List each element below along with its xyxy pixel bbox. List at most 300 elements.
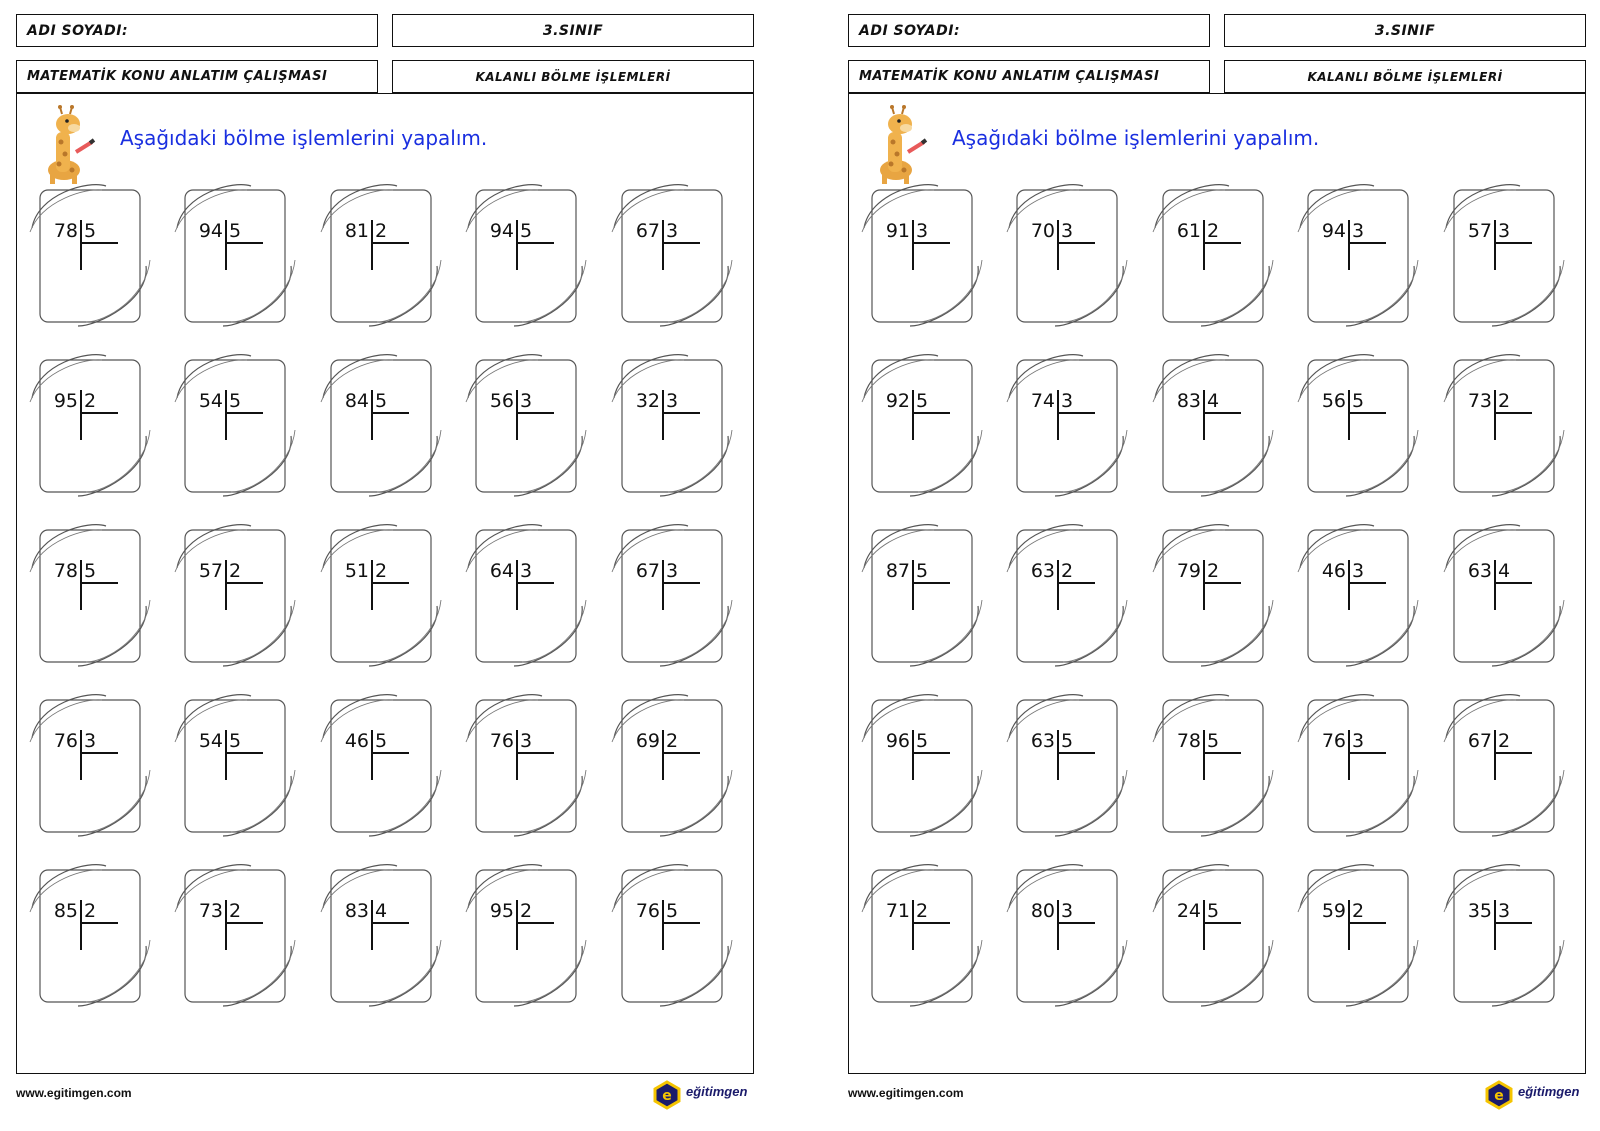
division-problem [1163,700,1263,832]
divisor: 5 [1207,730,1220,752]
dividend: 63 [1467,560,1492,582]
divisor: 3 [1352,220,1365,242]
division-vertical-line [371,900,373,950]
divisor: 5 [84,220,97,242]
card-outline [173,860,297,1012]
division-horizontal-line [225,582,263,584]
grade-label: 3.SINIF [542,22,604,39]
dividend: 95 [53,390,78,412]
division-vertical-line [225,730,227,780]
dividend: 73 [1467,390,1492,412]
divisor: 5 [520,220,533,242]
card-outline [1442,860,1566,1012]
card-outline [860,350,984,502]
division-horizontal-line [662,752,700,754]
divisor: 5 [1352,390,1365,412]
card-outline [860,180,984,332]
division-vertical-line [1494,730,1496,780]
divisor: 5 [229,220,242,242]
card-outline [860,690,984,842]
dividend: 69 [635,730,660,752]
card-outline [464,180,588,332]
division-problem [1308,530,1408,662]
division-horizontal-line [371,412,409,414]
card-outline [610,350,734,502]
division-horizontal-line [80,752,118,754]
division-problem [1017,870,1117,1002]
division-problem [1017,700,1117,832]
division-problem [872,870,972,1002]
dividend: 54 [198,390,223,412]
dividend: 78 [1176,730,1201,752]
card-outline [319,520,443,672]
card-outline [1151,860,1275,1012]
divisor: 2 [916,900,929,922]
division-vertical-line [912,390,914,440]
division-vertical-line [1494,560,1496,610]
dividend: 76 [489,730,514,752]
card-outline [860,520,984,672]
division-vertical-line [371,220,373,270]
division-problem [185,870,285,1002]
dividend: 64 [489,560,514,582]
dividend: 67 [1467,730,1492,752]
division-horizontal-line [1494,752,1532,754]
divisor: 2 [1498,730,1511,752]
divisor: 5 [375,730,388,752]
division-horizontal-line [912,752,950,754]
division-vertical-line [225,560,227,610]
divisor: 5 [84,560,97,582]
division-problem [872,530,972,662]
division-vertical-line [80,390,82,440]
dividend: 46 [1321,560,1346,582]
division-vertical-line [516,220,518,270]
division-problem [1454,360,1554,492]
division-horizontal-line [1348,752,1386,754]
division-vertical-line [371,730,373,780]
divisor: 5 [916,560,929,582]
dividend: 67 [635,220,660,242]
instruction-text: Aşağıdaki bölme işlemlerini yapalım. [120,126,488,150]
division-problem [1308,700,1408,832]
card-outline [1442,520,1566,672]
division-problem [872,190,972,322]
division-problem [185,530,285,662]
division-problem [331,190,431,322]
card-outline [1005,690,1129,842]
divisor: 3 [520,560,533,582]
divisor: 3 [666,560,679,582]
divisor: 3 [1498,900,1511,922]
division-problem [1017,190,1117,322]
dividend: 91 [885,220,910,242]
card-outline [28,690,152,842]
division-problem [1163,190,1263,322]
card-outline [173,690,297,842]
dividend: 67 [635,560,660,582]
division-horizontal-line [225,752,263,754]
division-vertical-line [1203,390,1205,440]
dividend: 76 [1321,730,1346,752]
division-problem [331,700,431,832]
problem-grid [16,14,754,1114]
divisor: 3 [1061,390,1074,412]
division-problem [476,530,576,662]
division-horizontal-line [662,242,700,244]
division-horizontal-line [516,752,554,754]
division-horizontal-line [516,412,554,414]
card-outline [319,350,443,502]
division-vertical-line [912,730,914,780]
division-problem [1308,870,1408,1002]
dividend: 74 [1030,390,1055,412]
division-horizontal-line [662,412,700,414]
division-vertical-line [80,900,82,950]
division-problem [185,190,285,322]
dividend: 35 [1467,900,1492,922]
division-vertical-line [1348,220,1350,270]
division-vertical-line [1203,220,1205,270]
card-outline [1151,690,1275,842]
grade-label: 3.SINIF [1374,22,1436,39]
card-outline [319,180,443,332]
footer-url: www.egitimgen.com [848,1086,964,1100]
dividend: 24 [1176,900,1201,922]
division-problem [331,360,431,492]
division-horizontal-line [1057,752,1095,754]
division-horizontal-line [371,752,409,754]
divisor: 2 [84,900,97,922]
division-horizontal-line [225,242,263,244]
divisor: 3 [1498,220,1511,242]
subject-label: MATEMATİK KONU ANLATIM ÇALIŞMASI [859,69,1160,84]
division-horizontal-line [1348,922,1386,924]
divisor: 2 [84,390,97,412]
division-problem [185,360,285,492]
card-outline [464,690,588,842]
dividend: 81 [344,220,369,242]
division-vertical-line [80,730,82,780]
division-vertical-line [371,560,373,610]
card-outline [464,860,588,1012]
divisor: 3 [666,220,679,242]
division-vertical-line [1203,730,1205,780]
dividend: 94 [198,220,223,242]
division-vertical-line [1348,900,1350,950]
division-problem [622,870,722,1002]
division-problem [622,190,722,322]
dividend: 78 [53,220,78,242]
division-problem [40,360,140,492]
card-outline [173,520,297,672]
card-outline [173,350,297,502]
division-vertical-line [1203,900,1205,950]
card-outline [28,520,152,672]
worksheet-left [16,14,754,1114]
egitimgen-logo-icon [1484,1080,1584,1110]
division-problem [872,360,972,492]
dividend: 63 [1030,560,1055,582]
division-horizontal-line [1057,242,1095,244]
divisor: 3 [520,390,533,412]
divisor: 2 [229,560,242,582]
divisor: 5 [1061,730,1074,752]
svg-text:e: e [1494,1088,1504,1104]
dividend: 61 [1176,220,1201,242]
card-outline [28,350,152,502]
card-outline [28,860,152,1012]
division-horizontal-line [1494,582,1532,584]
division-vertical-line [1057,390,1059,440]
card-outline [610,860,734,1012]
dividend: 56 [489,390,514,412]
division-vertical-line [912,560,914,610]
division-problem [40,190,140,322]
divisor: 5 [666,900,679,922]
division-vertical-line [225,900,227,950]
dividend: 78 [53,560,78,582]
division-problem [476,700,576,832]
division-vertical-line [912,900,914,950]
division-vertical-line [662,730,664,780]
dividend: 51 [344,560,369,582]
division-horizontal-line [225,412,263,414]
division-horizontal-line [912,412,950,414]
division-problem [1454,700,1554,832]
division-horizontal-line [912,582,950,584]
card-outline [1151,180,1275,332]
division-horizontal-line [662,922,700,924]
worksheet-right [848,14,1586,1114]
division-horizontal-line [516,922,554,924]
divisor: 2 [375,220,388,242]
card-outline [610,520,734,672]
card-outline [1296,690,1420,842]
divisor: 5 [1207,900,1220,922]
division-horizontal-line [662,582,700,584]
divisor: 4 [1207,390,1220,412]
division-vertical-line [1203,560,1205,610]
divisor: 2 [520,900,533,922]
division-problem [1017,360,1117,492]
division-horizontal-line [516,582,554,584]
dividend: 59 [1321,900,1346,922]
division-vertical-line [516,390,518,440]
division-horizontal-line [1203,752,1241,754]
card-outline [1296,520,1420,672]
divisor: 3 [666,390,679,412]
divisor: 3 [1352,560,1365,582]
division-horizontal-line [225,922,263,924]
division-problem [1454,190,1554,322]
card-outline [1442,690,1566,842]
dividend: 54 [198,730,223,752]
dividend: 92 [885,390,910,412]
card-outline [1296,180,1420,332]
divisor: 3 [84,730,97,752]
division-horizontal-line [1203,922,1241,924]
division-vertical-line [912,220,914,270]
divisor: 2 [1207,560,1220,582]
division-problem [1308,190,1408,322]
card-outline [860,860,984,1012]
division-problem [1308,360,1408,492]
division-vertical-line [516,900,518,950]
division-horizontal-line [1203,582,1241,584]
division-problem [40,530,140,662]
dividend: 94 [1321,220,1346,242]
topic-label: KALANLI BÖLME İŞLEMLERİ [475,69,671,84]
card-outline [610,690,734,842]
division-horizontal-line [80,242,118,244]
card-outline [1442,350,1566,502]
division-problem [622,360,722,492]
egitimgen-logo-icon [652,1080,752,1110]
divisor: 5 [916,730,929,752]
card-outline [1005,520,1129,672]
division-vertical-line [1348,560,1350,610]
divisor: 2 [1207,220,1220,242]
dividend: 83 [1176,390,1201,412]
divisor: 4 [375,900,388,922]
division-horizontal-line [1203,412,1241,414]
dividend: 71 [885,900,910,922]
division-horizontal-line [1057,582,1095,584]
division-horizontal-line [1057,922,1095,924]
logo-wordmark: eğitimgen [686,1084,748,1099]
dividend: 87 [885,560,910,582]
card-outline [464,350,588,502]
division-horizontal-line [1203,242,1241,244]
card-outline [1151,520,1275,672]
divisor: 3 [916,220,929,242]
division-vertical-line [662,560,664,610]
division-horizontal-line [1494,412,1532,414]
divisor: 5 [229,730,242,752]
card-outline [1151,350,1275,502]
division-vertical-line [225,390,227,440]
division-vertical-line [1057,560,1059,610]
division-vertical-line [371,390,373,440]
dividend: 57 [198,560,223,582]
division-vertical-line [1348,730,1350,780]
division-horizontal-line [371,242,409,244]
division-vertical-line [516,730,518,780]
division-problem [1017,530,1117,662]
division-horizontal-line [516,242,554,244]
dividend: 79 [1176,560,1201,582]
divisor: 3 [1352,730,1365,752]
divisor: 2 [229,900,242,922]
division-horizontal-line [1057,412,1095,414]
name-label: ADI SOYADI: [27,22,129,39]
division-vertical-line [225,220,227,270]
divisor: 3 [1061,900,1074,922]
division-problem [40,700,140,832]
divisor: 4 [1498,560,1511,582]
division-horizontal-line [912,922,950,924]
card-outline [1296,350,1420,502]
division-vertical-line [80,560,82,610]
card-outline [1296,860,1420,1012]
card-outline [173,180,297,332]
name-label: ADI SOYADI: [859,22,961,39]
division-vertical-line [1057,730,1059,780]
divisor: 2 [1498,390,1511,412]
division-problem [40,870,140,1002]
division-problem [622,530,722,662]
logo-wordmark: eğitimgen [1518,1084,1580,1099]
svg-text:e: e [662,1088,672,1104]
division-problem [331,870,431,1002]
division-horizontal-line [912,242,950,244]
dividend: 73 [198,900,223,922]
card-outline [1005,350,1129,502]
card-outline [319,860,443,1012]
dividend: 32 [635,390,660,412]
dividend: 57 [1467,220,1492,242]
division-horizontal-line [80,412,118,414]
division-horizontal-line [371,922,409,924]
dividend: 85 [53,900,78,922]
dividend: 76 [635,900,660,922]
card-outline [464,520,588,672]
division-vertical-line [1494,900,1496,950]
subject-label: MATEMATİK KONU ANLATIM ÇALIŞMASI [27,69,328,84]
dividend: 76 [53,730,78,752]
card-outline [610,180,734,332]
division-problem [185,700,285,832]
dividend: 46 [344,730,369,752]
divisor: 5 [916,390,929,412]
division-horizontal-line [1348,412,1386,414]
dividend: 63 [1030,730,1055,752]
division-vertical-line [1348,390,1350,440]
footer-url: www.egitimgen.com [16,1086,132,1100]
division-horizontal-line [1348,582,1386,584]
division-vertical-line [1494,220,1496,270]
division-horizontal-line [1348,242,1386,244]
division-problem [1454,530,1554,662]
dividend: 56 [1321,390,1346,412]
card-outline [1005,860,1129,1012]
divisor: 2 [375,560,388,582]
divisor: 2 [1352,900,1365,922]
division-problem [872,700,972,832]
dividend: 96 [885,730,910,752]
dividend: 84 [344,390,369,412]
division-vertical-line [662,900,664,950]
division-problem [476,360,576,492]
division-horizontal-line [1494,922,1532,924]
division-problem [1163,870,1263,1002]
division-problem [331,530,431,662]
dividend: 70 [1030,220,1055,242]
division-problem [476,190,576,322]
divisor: 5 [375,390,388,412]
dividend: 94 [489,220,514,242]
dividend: 83 [344,900,369,922]
division-vertical-line [516,560,518,610]
division-problem [1163,360,1263,492]
instruction-text: Aşağıdaki bölme işlemlerini yapalım. [952,126,1320,150]
divisor: 2 [666,730,679,752]
divisor: 3 [520,730,533,752]
division-problem [1163,530,1263,662]
division-problem [622,700,722,832]
divisor: 3 [1061,220,1074,242]
